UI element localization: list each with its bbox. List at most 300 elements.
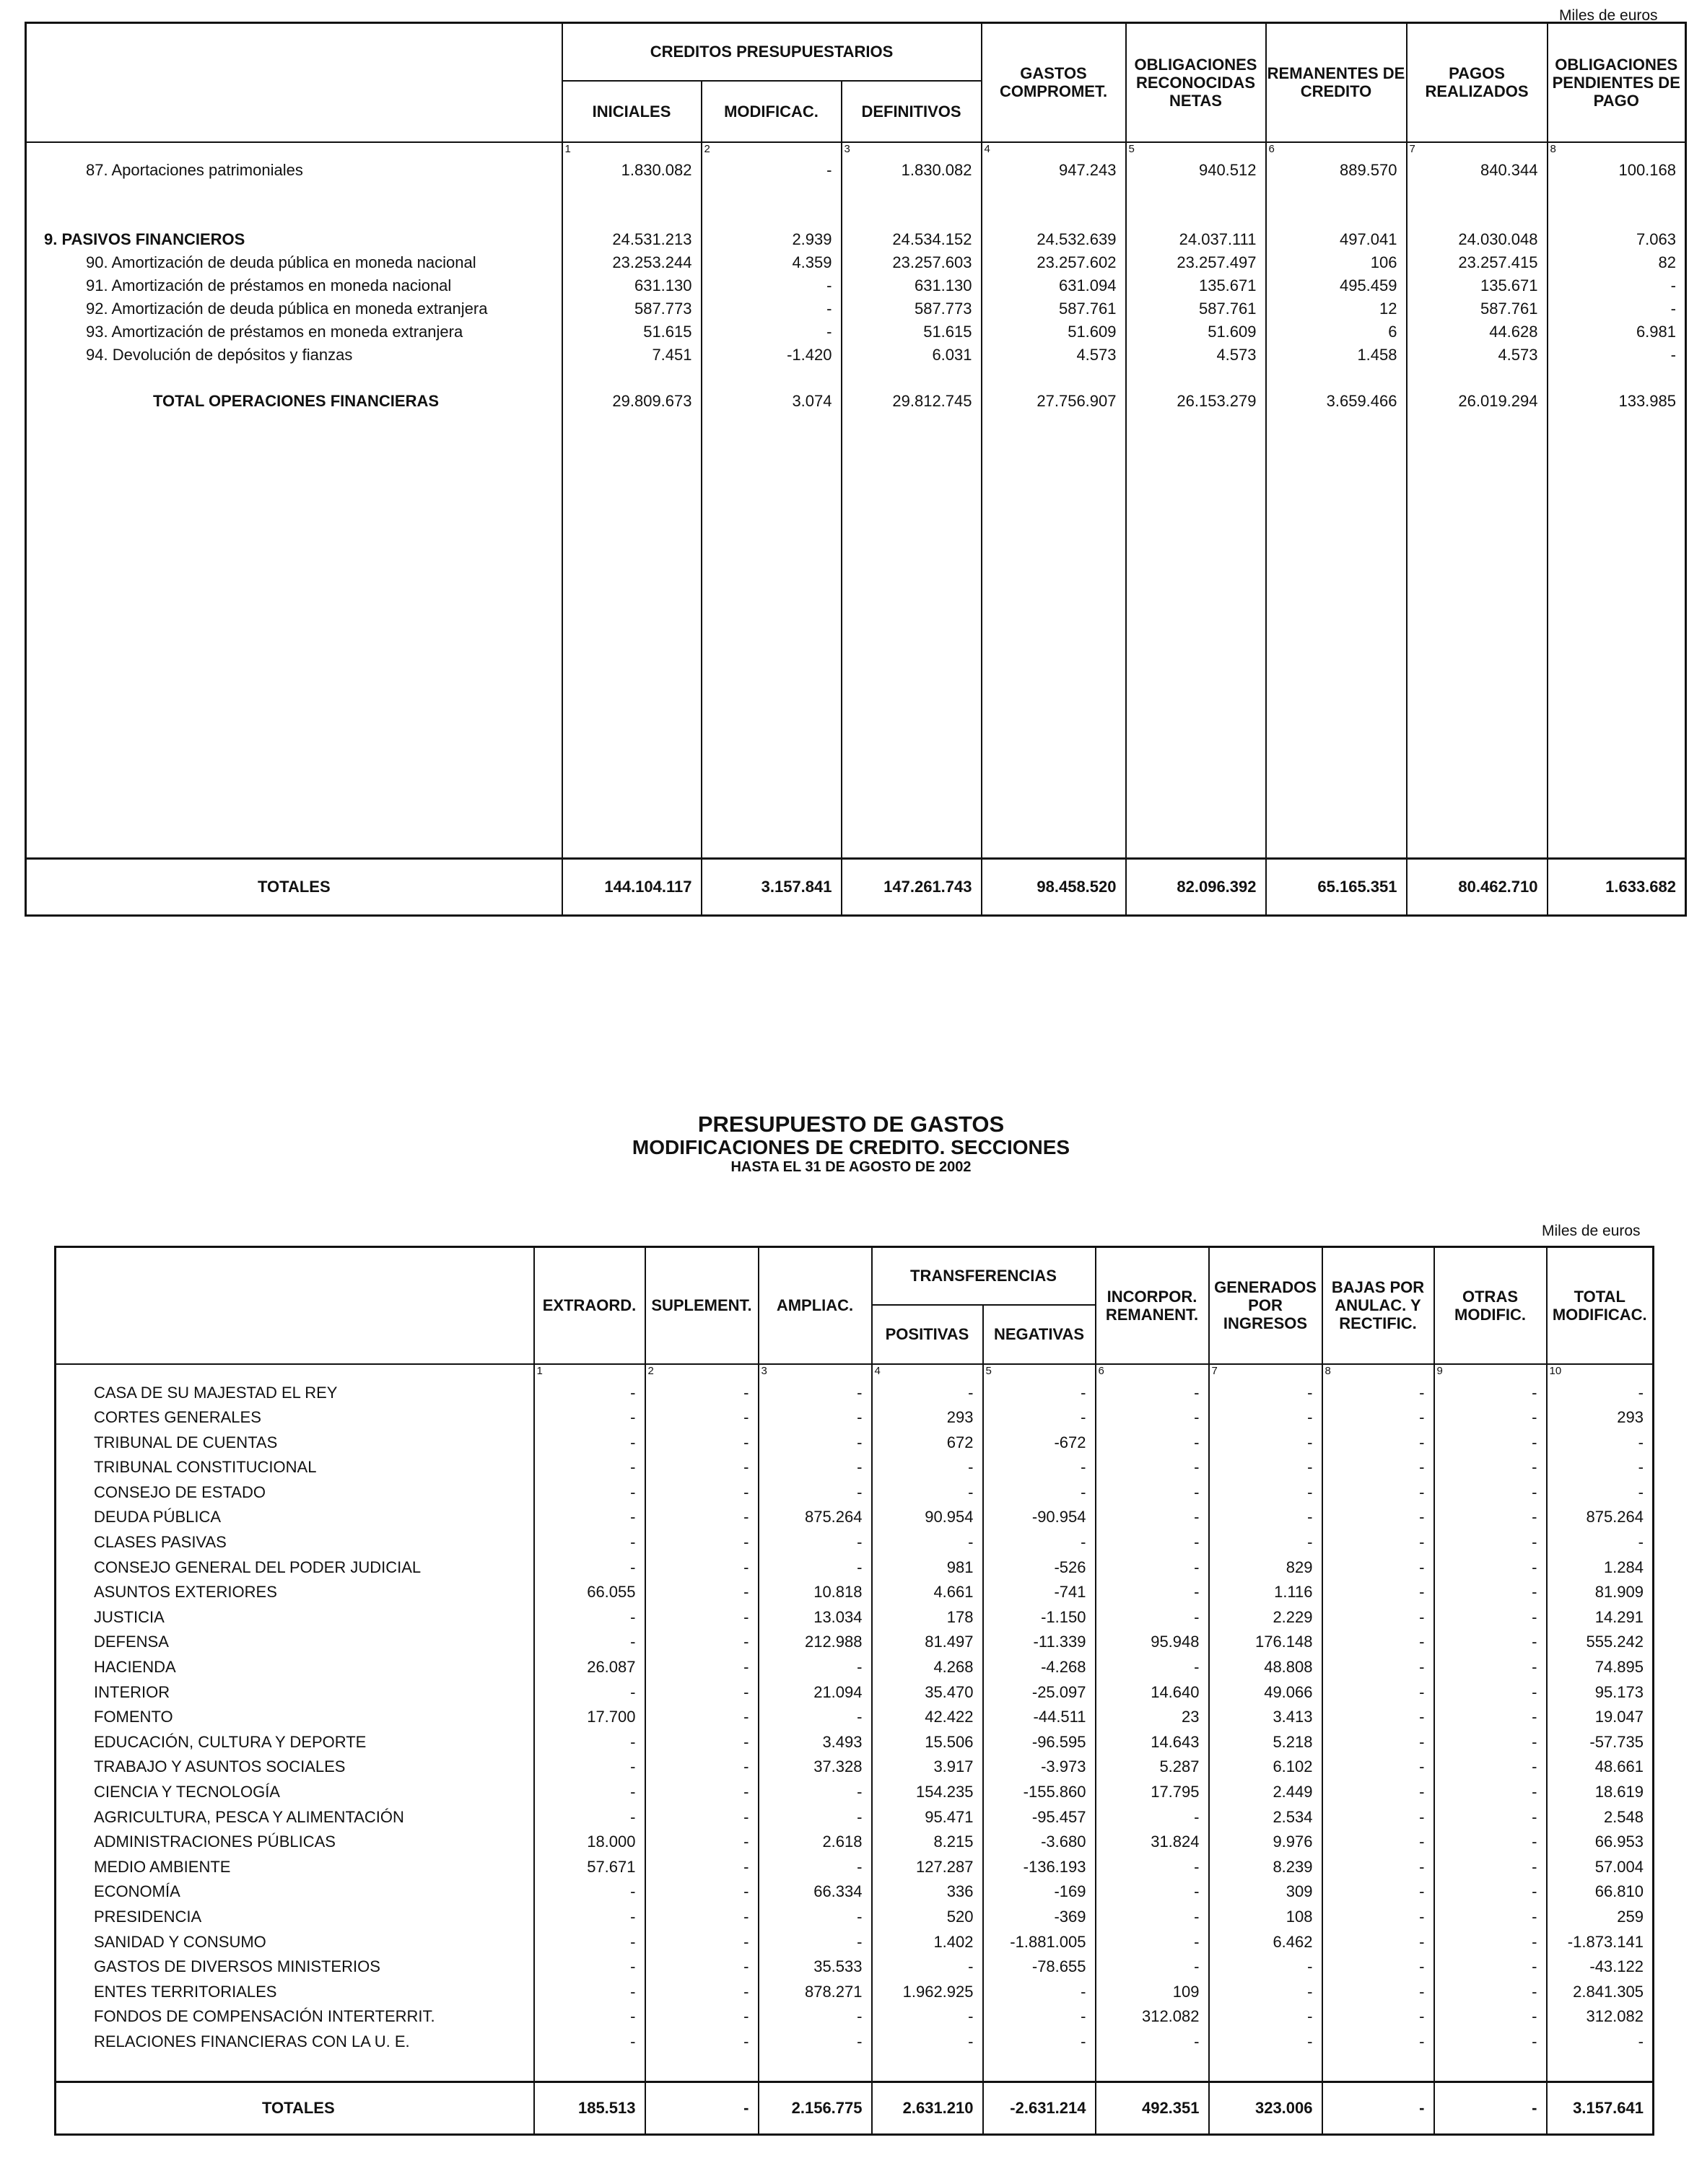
row-value: 1.402 [872, 1930, 983, 1955]
row-value: - [759, 1530, 872, 1555]
row-value: - [1096, 1905, 1209, 1930]
row-value [1548, 182, 1686, 205]
row-label: JUSTICIA [94, 1607, 165, 1626]
row-value: - [1322, 1430, 1434, 1456]
filler-cell [702, 413, 842, 859]
header-bajas: BAJAS POR ANULAC. Y RECTIFIC. [1322, 1247, 1434, 1364]
row-value: 13.034 [759, 1605, 872, 1630]
row-value: 631.094 [982, 274, 1126, 297]
row-value: 26.153.279 [1126, 390, 1266, 413]
subheader-modificac: MODIFICAC. [702, 81, 842, 142]
row-value: 1.284 [1547, 1555, 1654, 1581]
row-value: 2.939 [702, 228, 842, 251]
header-incorpor: INCORPOR. REMANENT. [1096, 1247, 1209, 1364]
row-label: TRIBUNAL CONSTITUCIONAL [94, 1458, 317, 1477]
row-value: - [1547, 1480, 1654, 1506]
row-value: 42.422 [872, 1705, 983, 1730]
row-value: - [1434, 1480, 1547, 1506]
table-row [26, 182, 1686, 205]
row-label: MEDIO AMBIENTE [94, 1857, 231, 1876]
row-value: - [1547, 1381, 1654, 1406]
row-value: 18.619 [1547, 1780, 1654, 1805]
header-suplement: SUPLEMENT. [645, 1247, 759, 1364]
row-value: - [1322, 1605, 1434, 1630]
filler-cell [1096, 2055, 1209, 2082]
totals-value: 80.462.710 [1407, 859, 1548, 916]
header-total: TOTAL MODIFICAC. [1547, 1247, 1654, 1364]
filler-cell [1548, 413, 1686, 859]
table-row [56, 1580, 1654, 1605]
totals-value: 98.458.520 [982, 859, 1126, 916]
group-header-transferencias: TRANSFERENCIAS [872, 1247, 1096, 1305]
row-value: -4.268 [983, 1655, 1096, 1680]
row-value: - [1548, 344, 1686, 367]
row-value [1548, 367, 1686, 390]
row-value: 37.328 [759, 1755, 872, 1780]
row-value: - [534, 1630, 645, 1655]
table-row [56, 1605, 1654, 1630]
row-value: 51.609 [982, 320, 1126, 344]
row-value: - [1096, 1855, 1209, 1880]
row-value: - [645, 2030, 759, 2055]
column-numbers-row [56, 1364, 1654, 1381]
row-value: 587.761 [982, 297, 1126, 320]
row-value: - [534, 2004, 645, 2030]
totals-value: 1.633.682 [1548, 859, 1686, 916]
row-value: - [645, 1755, 759, 1780]
row-value: -95.457 [983, 1805, 1096, 1830]
filler-cell [1322, 2055, 1434, 2082]
row-value: 48.808 [1209, 1655, 1322, 1680]
row-value: - [534, 1381, 645, 1406]
row-value: 127.287 [872, 1855, 983, 1880]
row-value: - [759, 1405, 872, 1430]
row-value: 106 [1266, 251, 1407, 274]
row-value: 2.449 [1209, 1780, 1322, 1805]
row-value: - [1434, 1879, 1547, 1905]
row-value: - [645, 1905, 759, 1930]
row-value: - [534, 1780, 645, 1805]
row-label [26, 205, 562, 228]
row-value: - [534, 1505, 645, 1530]
row-value: 51.609 [1126, 320, 1266, 344]
row-value: 31.824 [1096, 1830, 1209, 1855]
row-value: 27.756.907 [982, 390, 1126, 413]
row-value: - [534, 1680, 645, 1705]
row-value: -44.511 [983, 1705, 1096, 1730]
totals-value: 3.157.841 [702, 859, 842, 916]
row-label: 94. Devolución de depósitos y fianzas [86, 345, 353, 364]
row-value: 4.573 [1407, 344, 1548, 367]
row-value: - [702, 159, 842, 182]
filler-cell [983, 2055, 1096, 2082]
row-value: 4.573 [1126, 344, 1266, 367]
row-value: - [1434, 1855, 1547, 1880]
row-value: 14.640 [1096, 1680, 1209, 1705]
row-value: - [759, 1480, 872, 1506]
row-value: - [1322, 1455, 1434, 1480]
row-value: 23.257.602 [982, 251, 1126, 274]
row-value: 6.102 [1209, 1755, 1322, 1780]
row-value [1126, 367, 1266, 390]
column-number: 3 [759, 1364, 872, 1381]
row-value: 6.462 [1209, 1930, 1322, 1955]
column-number: 6 [1096, 1364, 1209, 1381]
row-value: 17.700 [534, 1705, 645, 1730]
row-value: 259 [1547, 1905, 1654, 1930]
header-remanentes: REMANENTES DE CREDITO [1266, 23, 1407, 142]
row-value: - [645, 1879, 759, 1905]
row-value: 29.812.745 [842, 390, 982, 413]
row-value [702, 182, 842, 205]
row-value: - [1434, 1980, 1547, 2005]
row-value: - [1322, 1655, 1434, 1680]
totals-row [56, 2082, 1654, 2135]
row-value: - [1322, 1555, 1434, 1581]
column-number: 8 [1322, 1364, 1434, 1381]
row-value [562, 205, 702, 228]
row-label: ADMINISTRACIONES PÚBLICAS [94, 1833, 336, 1851]
filler-cell [759, 2055, 872, 2082]
row-value: - [1096, 1430, 1209, 1456]
table-row [56, 1405, 1654, 1430]
row-value: - [1547, 1455, 1654, 1480]
row-value: - [1434, 1630, 1547, 1655]
row-value: 14.291 [1547, 1605, 1654, 1630]
row-value: 8.239 [1209, 1855, 1322, 1880]
row-value: - [1322, 1680, 1434, 1705]
table-row [56, 1830, 1654, 1855]
row-value: 312.082 [1096, 2004, 1209, 2030]
row-value: - [759, 1705, 872, 1730]
row-value: -11.339 [983, 1630, 1096, 1655]
row-value: - [872, 1381, 983, 1406]
row-value: - [759, 1855, 872, 1880]
table-row [26, 390, 1686, 413]
row-value: - [1209, 1381, 1322, 1406]
column-number: 1 [534, 1364, 645, 1381]
row-value: - [1322, 1480, 1434, 1506]
column-number: 4 [872, 1364, 983, 1381]
row-value: 1.458 [1266, 344, 1407, 367]
table-row [56, 1805, 1654, 1830]
row-value: 29.809.673 [562, 390, 702, 413]
row-value [1266, 205, 1407, 228]
row-value: 135.671 [1407, 274, 1548, 297]
row-value: - [1096, 1555, 1209, 1581]
row-value [982, 205, 1126, 228]
filler-row [56, 2055, 1654, 2082]
row-value: - [1209, 2030, 1322, 2055]
row-value: - [645, 1530, 759, 1555]
row-value: - [1322, 1730, 1434, 1755]
row-value: 51.615 [562, 320, 702, 344]
row-value: - [1322, 1705, 1434, 1730]
row-value: 5.287 [1096, 1755, 1209, 1780]
row-value [982, 182, 1126, 205]
row-value: 66.953 [1547, 1830, 1654, 1855]
row-value: - [1322, 1905, 1434, 1930]
row-value: - [1322, 1755, 1434, 1780]
row-label: AGRICULTURA, PESCA Y ALIMENTACIÓN [94, 1807, 404, 1826]
row-value: 520 [872, 1905, 983, 1930]
row-value: - [1548, 297, 1686, 320]
column-number: 8 [1548, 142, 1686, 159]
row-value: 35.533 [759, 1954, 872, 1980]
row-value: - [872, 1954, 983, 1980]
row-value: - [1547, 1430, 1654, 1456]
row-value: 3.413 [1209, 1705, 1322, 1730]
row-value: - [1434, 1405, 1547, 1430]
filler-cell [982, 413, 1126, 859]
totals-value: - [645, 2082, 759, 2135]
row-value: - [534, 1555, 645, 1581]
row-value: - [645, 1580, 759, 1605]
row-value: - [702, 297, 842, 320]
row-value: - [1434, 1930, 1547, 1955]
row-value: - [1548, 274, 1686, 297]
filler-cell [1434, 2055, 1547, 2082]
row-value: - [872, 1530, 983, 1555]
row-value: 66.055 [534, 1580, 645, 1605]
row-value: - [645, 1480, 759, 1506]
row-value: - [1096, 1605, 1209, 1630]
row-value: - [1434, 2004, 1547, 2030]
header-generados: GENERADOS POR INGRESOS [1209, 1247, 1322, 1364]
row-value: - [1209, 1980, 1322, 2005]
row-value: - [1096, 1580, 1209, 1605]
row-value: - [759, 2004, 872, 2030]
row-value: - [983, 1381, 1096, 1406]
totals-value: 2.156.775 [759, 2082, 872, 2135]
row-value: - [1322, 1780, 1434, 1805]
row-value: - [645, 2004, 759, 2030]
table-row [56, 1530, 1654, 1555]
row-label: EDUCACIÓN, CULTURA Y DEPORTE [94, 1732, 367, 1751]
row-value [1126, 182, 1266, 205]
filler-cell [1126, 413, 1266, 859]
row-value: - [1434, 1730, 1547, 1755]
row-value: - [759, 1780, 872, 1805]
row-label: 92. Amortización de deuda pública en moneda extranjera [86, 299, 488, 318]
row-label: PRESIDENCIA [94, 1907, 202, 1926]
row-value: - [1096, 1405, 1209, 1430]
row-value: - [645, 1605, 759, 1630]
row-value: - [1434, 1805, 1547, 1830]
row-label: FONDOS DE COMPENSACIÓN INTERTERRIT. [94, 2007, 435, 2026]
row-value: 940.512 [1126, 159, 1266, 182]
row-value: 19.047 [1547, 1705, 1654, 1730]
row-value: - [1096, 1879, 1209, 1905]
totals-value: 323.006 [1209, 2082, 1322, 2135]
row-value [702, 205, 842, 228]
row-value: 495.459 [1266, 274, 1407, 297]
row-value: 555.242 [1547, 1630, 1654, 1655]
row-value: - [1209, 1405, 1322, 1430]
column-number: 7 [1407, 142, 1548, 159]
row-label: HACIENDA [94, 1658, 176, 1677]
row-value: - [1096, 1381, 1209, 1406]
row-label: FOMENTO [94, 1708, 173, 1726]
row-value: - [1096, 1530, 1209, 1555]
row-value: - [1322, 1381, 1434, 1406]
row-value: 587.773 [562, 297, 702, 320]
row-label: DEUDA PÚBLICA [94, 1508, 222, 1526]
row-value: 1.116 [1209, 1580, 1322, 1605]
table-row [56, 1780, 1654, 1805]
row-value: - [1209, 1455, 1322, 1480]
row-label: DEFENSA [94, 1633, 169, 1651]
row-value [1266, 367, 1407, 390]
row-value: 1.830.082 [562, 159, 702, 182]
row-value [982, 367, 1126, 390]
row-label: SANIDAD Y CONSUMO [94, 1932, 266, 1951]
label-header-2 [56, 1247, 534, 1364]
row-value: 2.841.305 [1547, 1980, 1654, 2005]
row-value: - [1096, 1954, 1209, 1980]
row-value: - [1209, 1430, 1322, 1456]
subheader-positivas: POSITIVAS [872, 1305, 983, 1364]
report-title: PRESUPUESTO DE GASTOS [697, 1111, 1005, 1137]
row-value: - [1434, 1705, 1547, 1730]
row-value: - [534, 2030, 645, 2055]
totals-value: -2.631.214 [983, 2082, 1096, 2135]
unit-label-2: Miles de euros [1542, 1223, 1641, 1239]
table-row [56, 1905, 1654, 1930]
row-value: 1.962.925 [872, 1980, 983, 2005]
totals-value: - [1434, 2082, 1547, 2135]
row-value: - [534, 1430, 645, 1456]
row-value: 81.497 [872, 1630, 983, 1655]
row-value: - [1322, 1855, 1434, 1880]
row-label: CONSEJO GENERAL DEL PODER JUDICIAL [94, 1558, 422, 1576]
row-value: - [872, 1455, 983, 1480]
row-value: - [702, 320, 842, 344]
row-label: CIENCIA Y TECNOLOGÍA [94, 1783, 280, 1801]
row-value: - [1434, 1381, 1547, 1406]
column-number: 10 [1547, 1364, 1654, 1381]
row-value: - [983, 1480, 1096, 1506]
row-value: -1.873.141 [1547, 1930, 1654, 1955]
row-value: - [534, 1879, 645, 1905]
row-value: 23.257.415 [1407, 251, 1548, 274]
table-row [56, 1980, 1654, 2005]
unit-label-1: Miles de euros [1559, 7, 1658, 24]
row-value: - [872, 2030, 983, 2055]
row-value: - [983, 2030, 1096, 2055]
row-value: - [1096, 1455, 1209, 1480]
table-row [56, 1755, 1654, 1780]
row-value: -1.881.005 [983, 1930, 1096, 1955]
row-value: 178 [872, 1605, 983, 1630]
row-value: - [645, 1780, 759, 1805]
row-value: - [759, 1805, 872, 1830]
row-value: - [1434, 1505, 1547, 1530]
table-row [56, 1680, 1654, 1705]
table-row [26, 205, 1686, 228]
row-value: - [1434, 1455, 1547, 1480]
row-value: 4.661 [872, 1580, 983, 1605]
table-row [56, 1655, 1654, 1680]
row-value: 81.909 [1547, 1580, 1654, 1605]
row-value: 312.082 [1547, 2004, 1654, 2030]
row-value: - [534, 1455, 645, 1480]
row-value: - [534, 1605, 645, 1630]
column-number: 5 [1126, 142, 1266, 159]
row-label: RELACIONES FINANCIERAS CON LA U. E. [94, 2032, 410, 2050]
row-value: 108 [1209, 1905, 1322, 1930]
filler-cell [562, 413, 702, 859]
column-number: 9 [1434, 1364, 1547, 1381]
row-value: 100.168 [1548, 159, 1686, 182]
row-value: 981 [872, 1555, 983, 1581]
row-value: 1.830.082 [842, 159, 982, 182]
row-value: -155.860 [983, 1780, 1096, 1805]
totals-value: 65.165.351 [1266, 859, 1407, 916]
row-value: 21.094 [759, 1680, 872, 1705]
row-value: 878.271 [759, 1980, 872, 2005]
row-value: - [1322, 1805, 1434, 1830]
row-value [1407, 205, 1548, 228]
row-value: - [759, 1905, 872, 1930]
row-value: 309 [1209, 1879, 1322, 1905]
row-value: - [534, 1905, 645, 1930]
column-number: 1 [562, 142, 702, 159]
row-value: - [645, 1630, 759, 1655]
table-row [56, 1505, 1654, 1530]
row-value: 587.761 [1407, 297, 1548, 320]
row-value: - [983, 1980, 1096, 2005]
row-value: 35.470 [872, 1680, 983, 1705]
table-row [56, 1855, 1654, 1880]
row-value: - [1434, 1680, 1547, 1705]
row-label: CASA DE SU MAJESTAD EL REY [94, 1383, 338, 1402]
row-value: -169 [983, 1879, 1096, 1905]
column-number: 3 [842, 142, 982, 159]
row-value: - [645, 1655, 759, 1680]
row-value: - [645, 1455, 759, 1480]
row-value: - [1434, 1954, 1547, 1980]
row-value: - [645, 1680, 759, 1705]
row-value [562, 182, 702, 205]
row-value: - [759, 1655, 872, 1680]
row-value: 829 [1209, 1555, 1322, 1581]
row-value: - [759, 1455, 872, 1480]
row-value: -90.954 [983, 1505, 1096, 1530]
row-value: - [1434, 1655, 1547, 1680]
row-value: 3.917 [872, 1755, 983, 1780]
table-row [56, 2030, 1654, 2055]
row-value: - [759, 1430, 872, 1456]
group-header-creditos: CREDITOS PRESUPUESTARIOS [562, 23, 982, 81]
row-value: 4.573 [982, 344, 1126, 367]
row-value: - [702, 274, 842, 297]
row-value: - [1209, 1954, 1322, 1980]
row-value: 23.257.497 [1126, 251, 1266, 274]
column-number: 2 [702, 142, 842, 159]
totals-value: 3.157.641 [1547, 2082, 1654, 2135]
row-value: 293 [872, 1405, 983, 1430]
row-value: - [645, 1381, 759, 1406]
row-value: 90.954 [872, 1505, 983, 1530]
row-value: - [1322, 1954, 1434, 1980]
table-row [56, 1954, 1654, 1980]
row-value: 15.506 [872, 1730, 983, 1755]
table-row [56, 1730, 1654, 1755]
row-value: -1.150 [983, 1605, 1096, 1630]
row-value: 135.671 [1126, 274, 1266, 297]
row-value: - [1434, 2030, 1547, 2055]
